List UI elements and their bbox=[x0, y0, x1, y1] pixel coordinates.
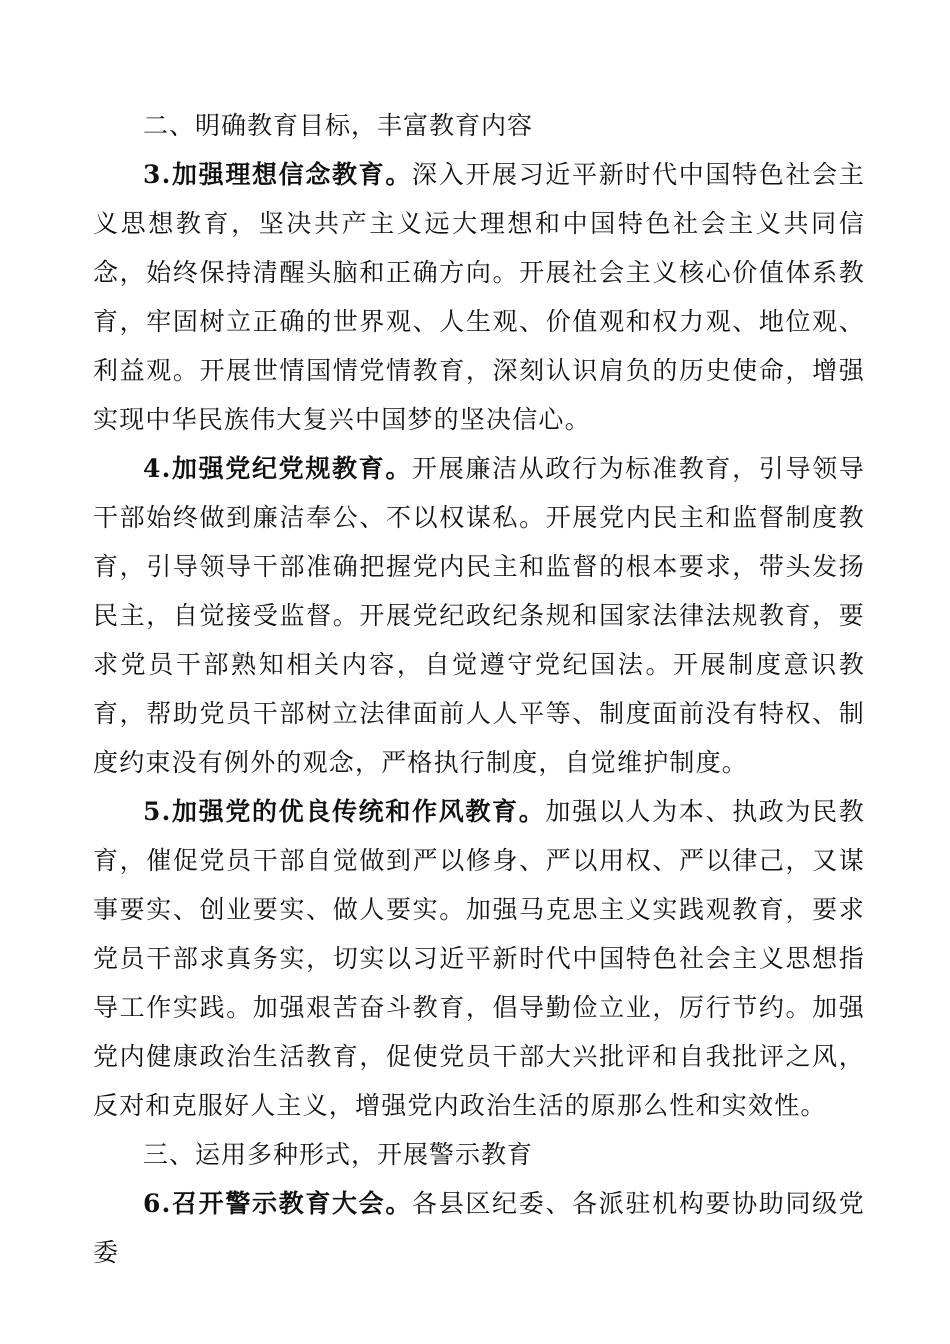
paragraph-item-4 bbox=[93, 444, 865, 787]
document-body bbox=[93, 101, 865, 1277]
section-heading-three: 三、运用多种形式，开展警示教育 bbox=[143, 1140, 534, 1169]
paragraph-lead: 5.加强党的优良传统和作风教育。 bbox=[143, 797, 546, 826]
section-heading-two: 二、明确教育目标，丰富教育内容 bbox=[143, 111, 534, 140]
paragraph-item-3 bbox=[93, 150, 865, 444]
paragraph-item-6 bbox=[93, 1179, 865, 1277]
paragraph-text: 深入开展习近平新时代中国特色社会主义思想教育，坚决共产主义远大理想和中国特色社会主义共同信念，始终保持清醒头脑和正确方向。开展社会主义核心价值体系教育，牢固树立正确的世界观、人生观、价值观和权力观、地位观、利益观。开展世情国情党情教育，深刻认识肩负的历史使命，增强实现中华民族伟大复兴中国梦的坚决信心。 bbox=[93, 160, 865, 434]
paragraph-lead: 4.加强党纪党规教育。 bbox=[143, 454, 413, 483]
paragraph-text: 各县区纪委、各派驻机构要协助同级党委 bbox=[93, 1189, 865, 1267]
paragraph-text: 加强以人为本、执政为民教育，催促党员干部自觉做到严以修身、严以用权、严以律己，又谋事要实、创业要实、做人要实。加强马克思主义实践观教育，要求党员干部求真务实，切实以习近平新时代中国特色社会主义思想指导工作实践。加强艰苦奋斗教育，倡导勤俭立业，厉行节约。加强党内健康政治生活教育，促使党员干部大兴批评和自我批评之风，反对和克服好人主义，增强党内政治生活的原那么性和实效性。 bbox=[93, 797, 865, 1120]
paragraph-lead: 6.召开警示教育大会。 bbox=[143, 1189, 413, 1218]
paragraph-text: 开展廉洁从政行为标准教育，引导领导干部始终做到廉洁奉公、不以权谋私。开展党内民主和监督制度教育，引导领导干部准确把握党内民主和监督的根本要求，带头发扬民主，自觉接受监督。开展党纪政纪条规和国家法律法规教育，要求党员干部熟知相关内容，自觉遵守党纪国法。开展制度意识教育，帮助党员干部树立法律面前人人平等、制度面前没有特权、制度约束没有例外的观念，严格执行制度，自觉维护制度。 bbox=[93, 454, 865, 777]
paragraph-lead: 3.加强理想信念教育。 bbox=[143, 160, 413, 189]
paragraph-item-5 bbox=[93, 787, 865, 1130]
